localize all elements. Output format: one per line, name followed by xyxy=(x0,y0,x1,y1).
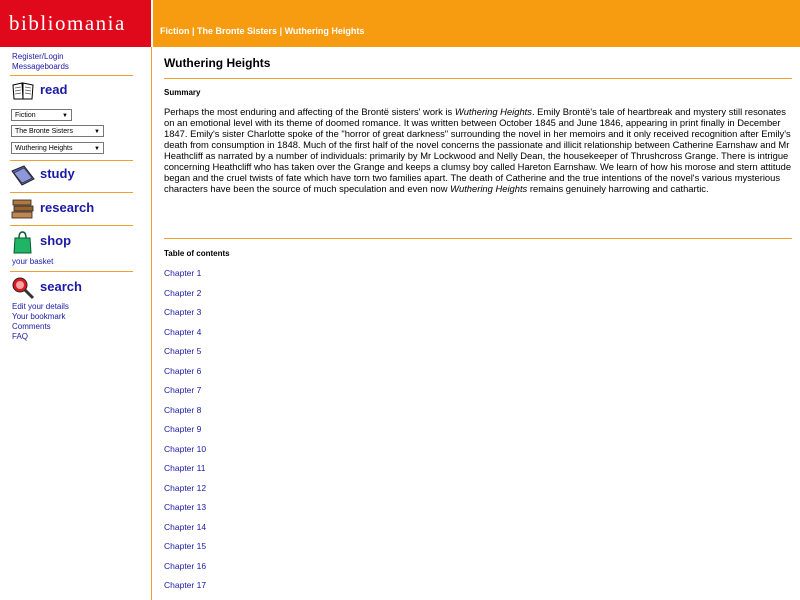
bookmark-link[interactable]: Your bookmark xyxy=(12,312,66,321)
breadcrumb-separator: | xyxy=(189,26,198,36)
site-logo[interactable] xyxy=(0,0,151,47)
top-bar xyxy=(153,0,800,47)
study-books-icon xyxy=(11,163,35,187)
summary-text: Perhaps the most enduring and affecting of the Brontë sisters' work is Wuthering Heights. Emily Brontë's tale of heartbreak and mystery still resonates on an emotional level with its theme of doomed romance. It was written between October 1845 and June 1846, appearing in print finally in December 1847. Emily's sister Charlotte spoke of the "horror of great darkness" surrounding the novel in her memoirs and it only received recognition after Emily's death from consumption in 1848. Much of the first half of the novel concerns the passionate and illicit relationship between Catherine Earnshaw and Mr Heathcliff as narrated by a number of individuals: primarily by Mr Lockwood and Nelly Dean, the housekeeper of Thrushcross Grange. There is intrigue concerning Heathcliff who has taken over the Grange and keeps a clumsy boy called Hareton Earnshaw. We learn of how his morose and stern attitude began and the cruel twists of fate which have torn two families apart. The death of Catherine and the true intentions of the novel's various mysterious characters have been the source of much speculation and even now Wuthering Heights remains genuinely harrowing and cathartic. xyxy=(164,106,792,194)
chapter-link[interactable]: Chapter 7 xyxy=(164,385,202,395)
shop-label: shop xyxy=(40,233,72,248)
sidebar-divider xyxy=(10,75,133,76)
chapter-link[interactable]: Chapter 8 xyxy=(164,404,202,415)
category-select[interactable]: Fiction ▼ xyxy=(11,109,72,121)
chevron-down-icon: ▼ xyxy=(94,129,100,135)
messageboards-link[interactable]: Messageboards xyxy=(12,62,69,71)
chapter-link[interactable]: Chapter 5 xyxy=(164,346,202,356)
chapter-link[interactable]: Chapter 17 xyxy=(164,580,207,590)
sidebar-divider xyxy=(10,160,133,161)
chapter-link[interactable]: Chapter 4 xyxy=(164,326,202,337)
author-select[interactable]: The Bronte Sisters ▼ xyxy=(11,125,104,137)
breadcrumb-wuthering-heights[interactable]: Wuthering Heights xyxy=(284,26,365,36)
summary-divider xyxy=(164,238,792,239)
chapter-link[interactable]: Chapter 12 xyxy=(164,482,207,493)
chapter-link[interactable]: Chapter 3 xyxy=(164,307,202,317)
chapter-link[interactable]: Chapter 10 xyxy=(164,443,207,454)
chapter-link[interactable]: Chapter 14 xyxy=(164,521,207,532)
read-label: read xyxy=(40,82,68,97)
breadcrumb-separator: | xyxy=(277,26,285,36)
register-login-link[interactable]: Register/Login xyxy=(12,52,64,61)
chevron-down-icon: ▼ xyxy=(94,146,100,152)
sidebar-divider xyxy=(10,225,133,226)
your-basket-link[interactable]: your basket xyxy=(12,257,54,266)
breadcrumb-bronte-sisters[interactable]: The Bronte Sisters xyxy=(197,26,278,36)
title-select[interactable]: Wuthering Heights ▼ xyxy=(11,142,104,154)
summary-heading: Summary xyxy=(164,88,201,97)
magnifier-icon xyxy=(11,276,35,300)
faq-link[interactable]: FAQ xyxy=(12,332,29,341)
research-label: research xyxy=(40,200,95,215)
chapter-link[interactable]: Chapter 2 xyxy=(164,287,202,298)
breadcrumb xyxy=(160,26,364,36)
title-divider xyxy=(164,78,792,79)
research-books-icon xyxy=(11,197,35,221)
chapter-link[interactable]: Chapter 1 xyxy=(164,268,202,278)
toc-heading: Table of contents xyxy=(164,249,230,258)
comments-link[interactable]: Comments xyxy=(12,322,51,331)
search-label: search xyxy=(40,279,82,294)
chapter-link[interactable]: Chapter 13 xyxy=(164,502,207,512)
breadcrumb-fiction[interactable]: Fiction xyxy=(160,26,190,36)
book-open-icon xyxy=(11,79,35,103)
chapter-link[interactable]: Chapter 16 xyxy=(164,560,207,571)
edit-details-link[interactable]: Edit your details xyxy=(12,302,69,311)
chapter-link[interactable]: Chapter 9 xyxy=(164,424,202,434)
chapter-link[interactable]: Chapter 6 xyxy=(164,365,202,376)
sidebar xyxy=(0,47,151,600)
shopping-bag-icon xyxy=(11,230,35,254)
chapter-link[interactable]: Chapter 15 xyxy=(164,541,207,551)
page-title: Wuthering Heights xyxy=(164,56,271,70)
study-label: study xyxy=(40,166,75,181)
sidebar-divider xyxy=(10,271,133,272)
sidebar-border xyxy=(151,47,152,600)
chevron-down-icon: ▼ xyxy=(62,113,68,119)
sidebar-divider xyxy=(10,192,133,193)
chapter-link[interactable]: Chapter 11 xyxy=(164,463,206,473)
logo-text: bibliomania xyxy=(9,11,126,35)
